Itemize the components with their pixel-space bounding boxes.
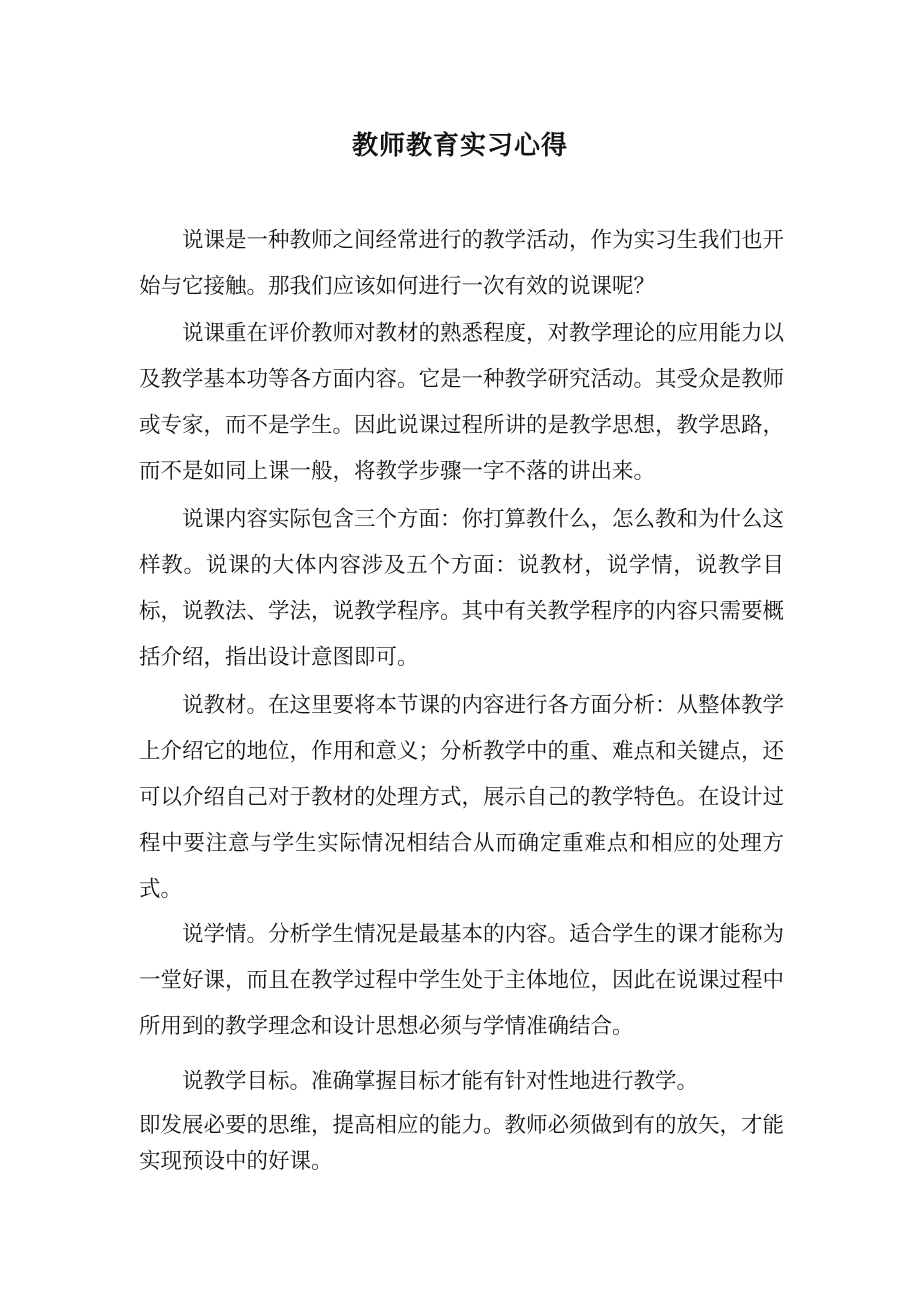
document-title: 教师教育实习心得 bbox=[351, 131, 568, 161]
paragraph-purpose: 说课重在评价教师对教材的熟悉程度，对教学理论的应用能力以及教学基本功等各方面内容。它是一种教学研究活动。其受众是教师或专家，而不是学生。因此说课过程所讲的是教学思想，教学思路，而不是如同上课一般，将教学步骤一字不落的讲出来。 bbox=[139, 321, 785, 484]
paragraph-intro: 说课是一种教师之间经常进行的教学活动，作为实习生我们也开始与它接触。那我们应该如何进行一次有效的说课呢？ bbox=[139, 228, 785, 299]
paragraph-content-aspects: 说课内容实际包含三个方面：你打算教什么，怎么教和为什么这样教。说课的大体内容涉及五个方面：说教材，说学情，说教学目标，说教法、学法，说教学程序。其中有关教学程序的内容只需要概括介绍，指出设计意图即可。 bbox=[139, 507, 785, 670]
paragraph-objectives-continued: 即发展必要的思维，提高相应的能力。教师必须做到有的放矢，才能实现预设中的好课。 bbox=[139, 1113, 785, 1174]
paragraph-students: 说学情。分析学生情况是最基本的内容。适合学生的课才能称为一堂好课，而且在教学过程中学生处于主体地位，因此在说课过程中所用到的教学理念和设计思想必须与学情准确结合。 bbox=[139, 922, 785, 1039]
paragraph-textbook: 说教材。在这里要将本节课的内容进行各方面分析：从整体教学上介绍它的地位，作用和意义；分析教学中的重、难点和关键点，还可以介绍自己对于教材的处理方式，展示自己的教学特色。在设计过程中要注意与学生实际情况相结合从而确定重难点和相应的处理方式。 bbox=[139, 693, 785, 902]
paragraph-objectives: 说教学目标。准确掌握目标才能有针对性地进行教学。 bbox=[182, 1069, 699, 1094]
